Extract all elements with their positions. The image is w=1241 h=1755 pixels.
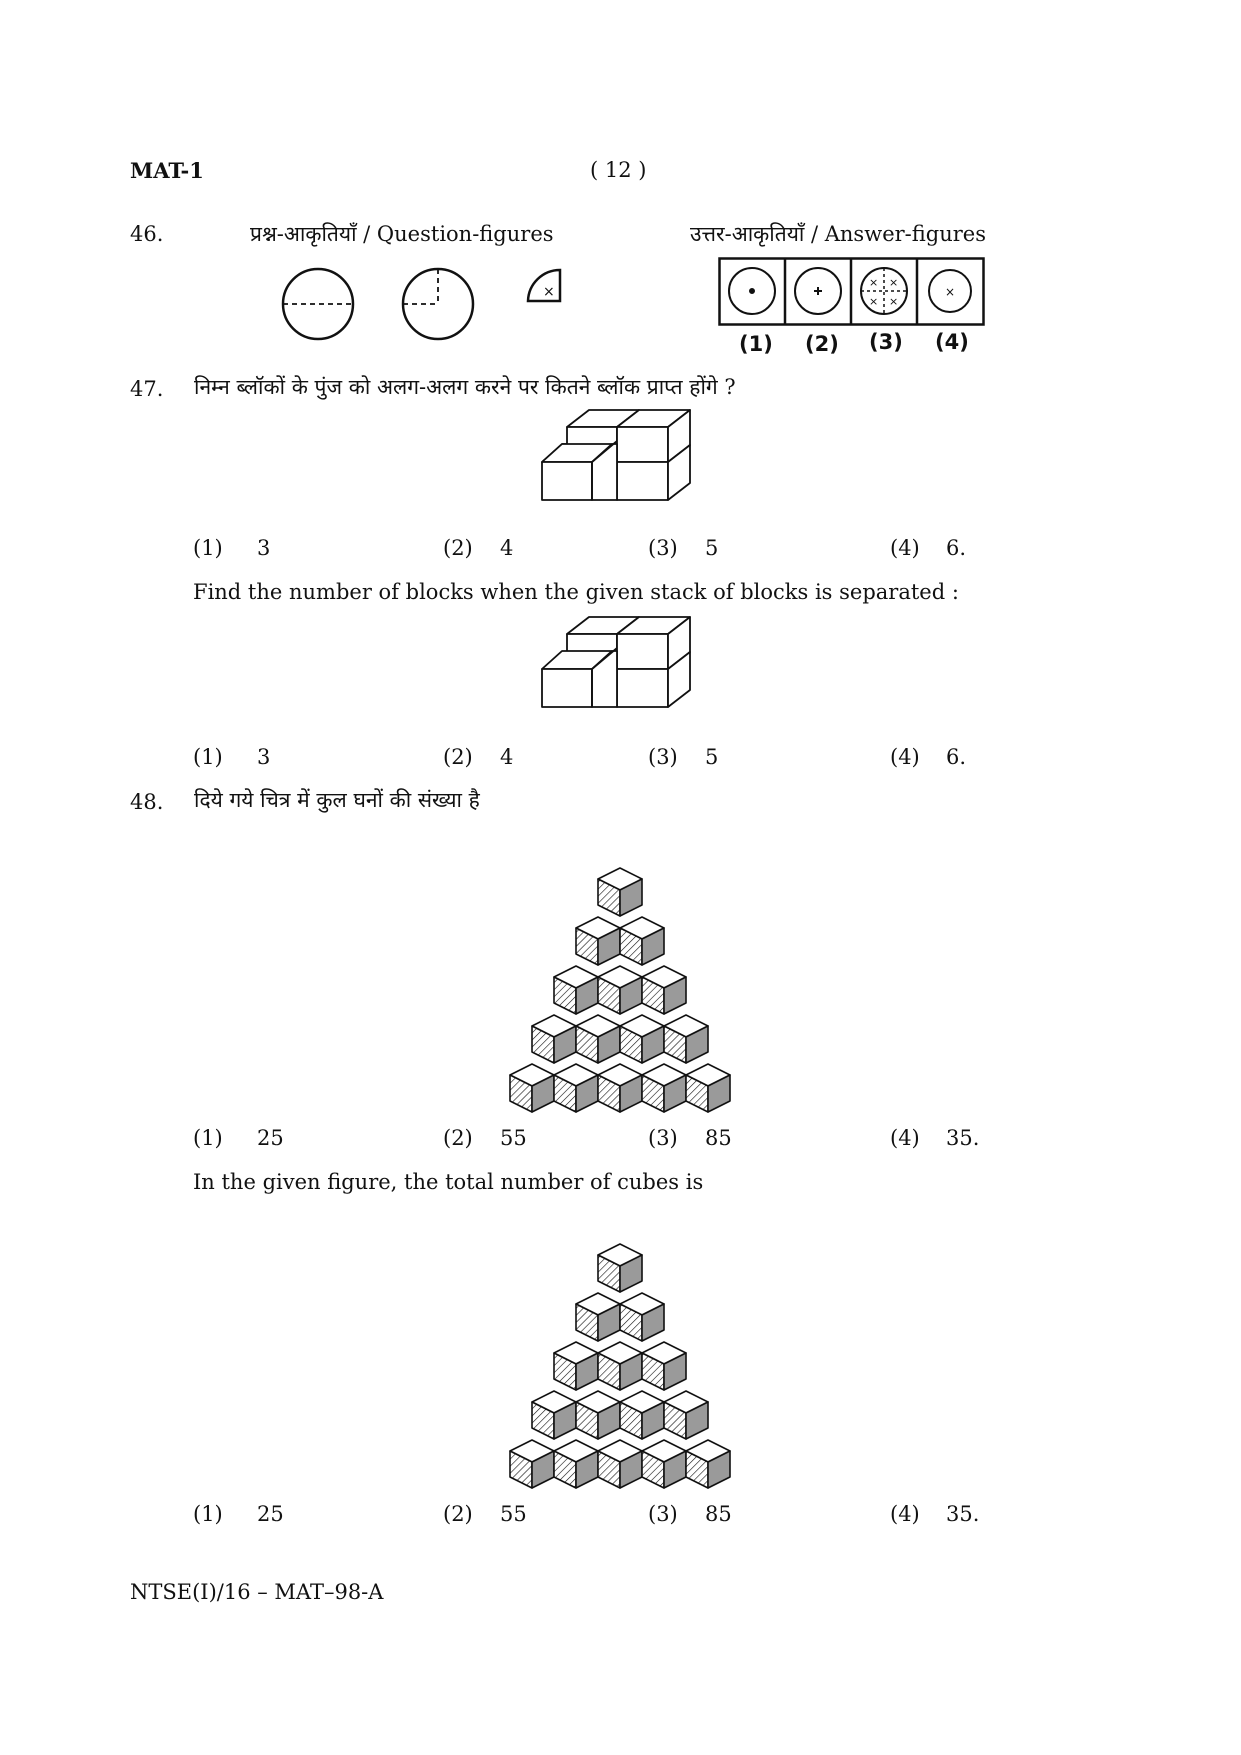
block-stack-figure-2	[540, 612, 700, 732]
footer-code: NTSE(I)/16 – MAT–98-A	[130, 1580, 384, 1604]
cube	[598, 868, 642, 916]
q47-en-option-4-number: (4)	[890, 745, 920, 769]
q47-option-4-value: 6.	[946, 536, 967, 560]
question-figure-1	[283, 269, 353, 339]
q47-en-option-3-number: (3)	[648, 745, 678, 769]
answer-figure-1	[729, 268, 775, 314]
q48-option-1-number: (1)	[193, 1126, 223, 1150]
cube	[642, 966, 686, 1014]
answer-figure-4	[929, 270, 971, 312]
q48-en-option-1-number: (1)	[193, 1502, 223, 1526]
question-47-number: 47.	[130, 377, 164, 401]
block-stack-figure-1	[540, 405, 700, 525]
q48-en-option-3-number: (3)	[648, 1502, 678, 1526]
svg-text:×: ×	[945, 285, 956, 299]
answer-figure-1-number: (1)	[739, 332, 773, 356]
svg-text:×: ×	[889, 295, 899, 308]
cube	[510, 1440, 554, 1488]
svg-text:×: ×	[543, 284, 555, 300]
q48-en-option-2-value: 55	[500, 1502, 527, 1526]
answer-figure-2	[795, 268, 841, 314]
q48-option-3-number: (3)	[648, 1126, 678, 1150]
q48-option-3-value: 85	[705, 1126, 732, 1150]
question-figure-3	[528, 270, 560, 301]
svg-text:×: ×	[869, 276, 879, 289]
q47-en-option-4-value: 6.	[946, 745, 967, 769]
q47-en-option-1-number: (1)	[193, 745, 223, 769]
q47-en-option-2-number: (2)	[443, 745, 473, 769]
q48-en-option-4-value: 35.	[946, 1502, 980, 1526]
page-number: ( 12 )	[590, 158, 647, 182]
q47-en-option-2-value: 4	[500, 745, 514, 769]
question-47-text-english: Find the number of blocks when the given stack of blocks is separated :	[193, 580, 959, 604]
q47-option-1-value: 3	[257, 536, 271, 560]
cube	[642, 1342, 686, 1390]
question-figure-2	[403, 269, 473, 339]
cube	[576, 1015, 620, 1063]
question-figures-label: प्रश्न-आकृतियाँ / Question-figures	[250, 222, 554, 246]
cube	[598, 1342, 642, 1390]
answer-figure-3-number: (3)	[869, 330, 903, 354]
cube	[510, 1064, 554, 1112]
q47-en-option-1-value: 3	[257, 745, 271, 769]
q48-en-option-4-number: (4)	[890, 1502, 920, 1526]
cube	[598, 966, 642, 1014]
cube-pyramid-figure-2	[490, 1196, 750, 1496]
svg-text:×: ×	[869, 295, 879, 308]
cube	[554, 966, 598, 1014]
q48-en-option-3-value: 85	[705, 1502, 732, 1526]
q47-option-3-number: (3)	[648, 536, 678, 560]
question-48-number: 48.	[130, 790, 164, 814]
cube	[686, 1064, 730, 1112]
cube-pyramid-figure-1	[490, 820, 750, 1120]
cube	[532, 1391, 576, 1439]
q47-en-option-3-value: 5	[705, 745, 719, 769]
cube	[598, 1064, 642, 1112]
answer-figures-label: उत्तर-आकृतियाँ / Answer-figures	[690, 222, 986, 246]
cube	[642, 1064, 686, 1112]
cube	[554, 1342, 598, 1390]
cube	[576, 1391, 620, 1439]
cube	[554, 1440, 598, 1488]
cube	[664, 1015, 708, 1063]
q47-option-3-value: 5	[705, 536, 719, 560]
answer-figure-4-number: (4)	[935, 330, 969, 354]
cube	[664, 1391, 708, 1439]
q48-option-2-number: (2)	[443, 1126, 473, 1150]
question-46-number: 46.	[130, 222, 164, 246]
cube	[620, 1015, 664, 1063]
q48-en-option-2-number: (2)	[443, 1502, 473, 1526]
question-figures	[270, 258, 590, 348]
cube	[554, 1064, 598, 1112]
cube	[620, 917, 664, 965]
cube	[598, 1244, 642, 1292]
question-47-text-hindi: निम्न ब्लॉकों के पुंज को अलग-अलग करने पर कितने ब्लॉक प्राप्त होंगे ?	[194, 375, 736, 399]
question-48-text-hindi: दिये गये चित्र में कुल घनों की संख्या है	[194, 788, 480, 812]
q48-option-2-value: 55	[500, 1126, 527, 1150]
cube	[620, 1293, 664, 1341]
svg-text:×: ×	[889, 276, 899, 289]
answer-figures	[719, 258, 989, 328]
cube	[686, 1440, 730, 1488]
question-48-text-english: In the given figure, the total number of cubes is	[193, 1170, 704, 1194]
answer-figure-3	[861, 268, 907, 314]
q47-option-4-number: (4)	[890, 536, 920, 560]
q47-option-2-number: (2)	[443, 536, 473, 560]
cube	[620, 1391, 664, 1439]
q48-en-option-1-value: 25	[257, 1502, 284, 1526]
q48-option-1-value: 25	[257, 1126, 284, 1150]
cube	[576, 917, 620, 965]
cube	[598, 1440, 642, 1488]
cube	[642, 1440, 686, 1488]
answer-figure-2-number: (2)	[805, 332, 839, 356]
q47-option-1-number: (1)	[193, 536, 223, 560]
q48-option-4-number: (4)	[890, 1126, 920, 1150]
exam-code: MAT-1	[130, 158, 204, 183]
q48-option-4-value: 35.	[946, 1126, 980, 1150]
cube	[576, 1293, 620, 1341]
cube	[532, 1015, 576, 1063]
q47-option-2-value: 4	[500, 536, 514, 560]
